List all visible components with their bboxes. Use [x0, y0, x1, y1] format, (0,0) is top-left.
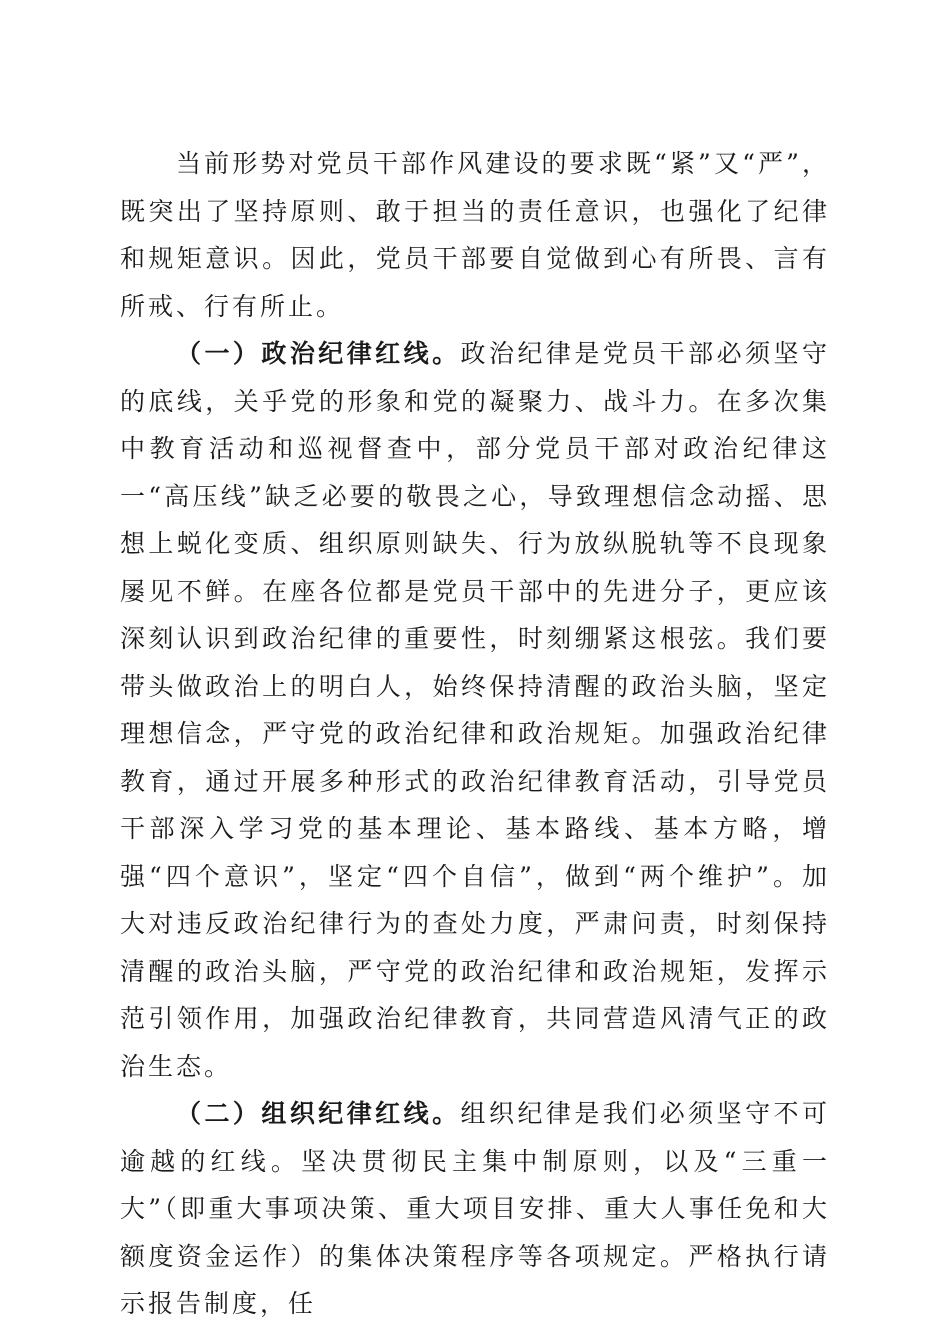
- paragraph-political-discipline: [120, 330, 830, 1090]
- paragraph-intro: [120, 140, 830, 330]
- paragraph-intro-text: 当前形势对党员干部作风建设的要求既“紧”又“严”，既突出了坚持原则、敢于担当的责任意识，也强化了纪律和规矩意识。因此，党员干部要自觉做到心有所畏、言有所戒、行有所止。: [120, 149, 830, 321]
- section-heading-political-discipline: （一）政治纪律红线。: [176, 339, 461, 368]
- paragraph-organizational-discipline-text: 组织纪律是我们必须坚守不可逾越的红线。坚决贯彻民主集中制原则，以及“三重一大”（即重大事项决策、重大项目安排、重大人事任免和大额度资金运作）的集体决策程序等各项规定。严格执行请示报告制度，任: [120, 1099, 830, 1318]
- document-body: [120, 140, 830, 1328]
- paragraph-political-discipline-text: 政治纪律是党员干部必须坚守的底线，关乎党的形象和党的凝聚力、战斗力。在多次集中教育活动和巡视督查中，部分党员干部对政治纪律这一“高压线”缺乏必要的敬畏之心，导致理想信念动摇、思想上蜕化变质、组织原则缺失、行为放纵脱轨等不良现象屡见不鲜。在座各位都是党员干部中的先进分子，更应该深刻认识到政治纪律的重要性，时刻绷紧这根弦。我们要带头做政治上的明白人，始终保持清醒的政治头脑，坚定理想信念，严守党的政治纪律和政治规矩。加强政治纪律教育，通过开展多种形式的政治纪律教育活动，引导党员干部深入学习党的基本理论、基本路线、基本方略，增强“四个意识”，坚定“四个自信”，做到“两个维护”。加大对违反政治纪律行为的查处力度，严肃问责，时刻保持清醒的政治头脑，严守党的政治纪律和政治规矩，发挥示范引领作用，加强政治纪律教育，共同营造风清气正的政治生态。: [120, 339, 830, 1081]
- paragraph-organizational-discipline: [120, 1090, 830, 1328]
- section-heading-organizational-discipline: （二）组织纪律红线。: [176, 1099, 461, 1128]
